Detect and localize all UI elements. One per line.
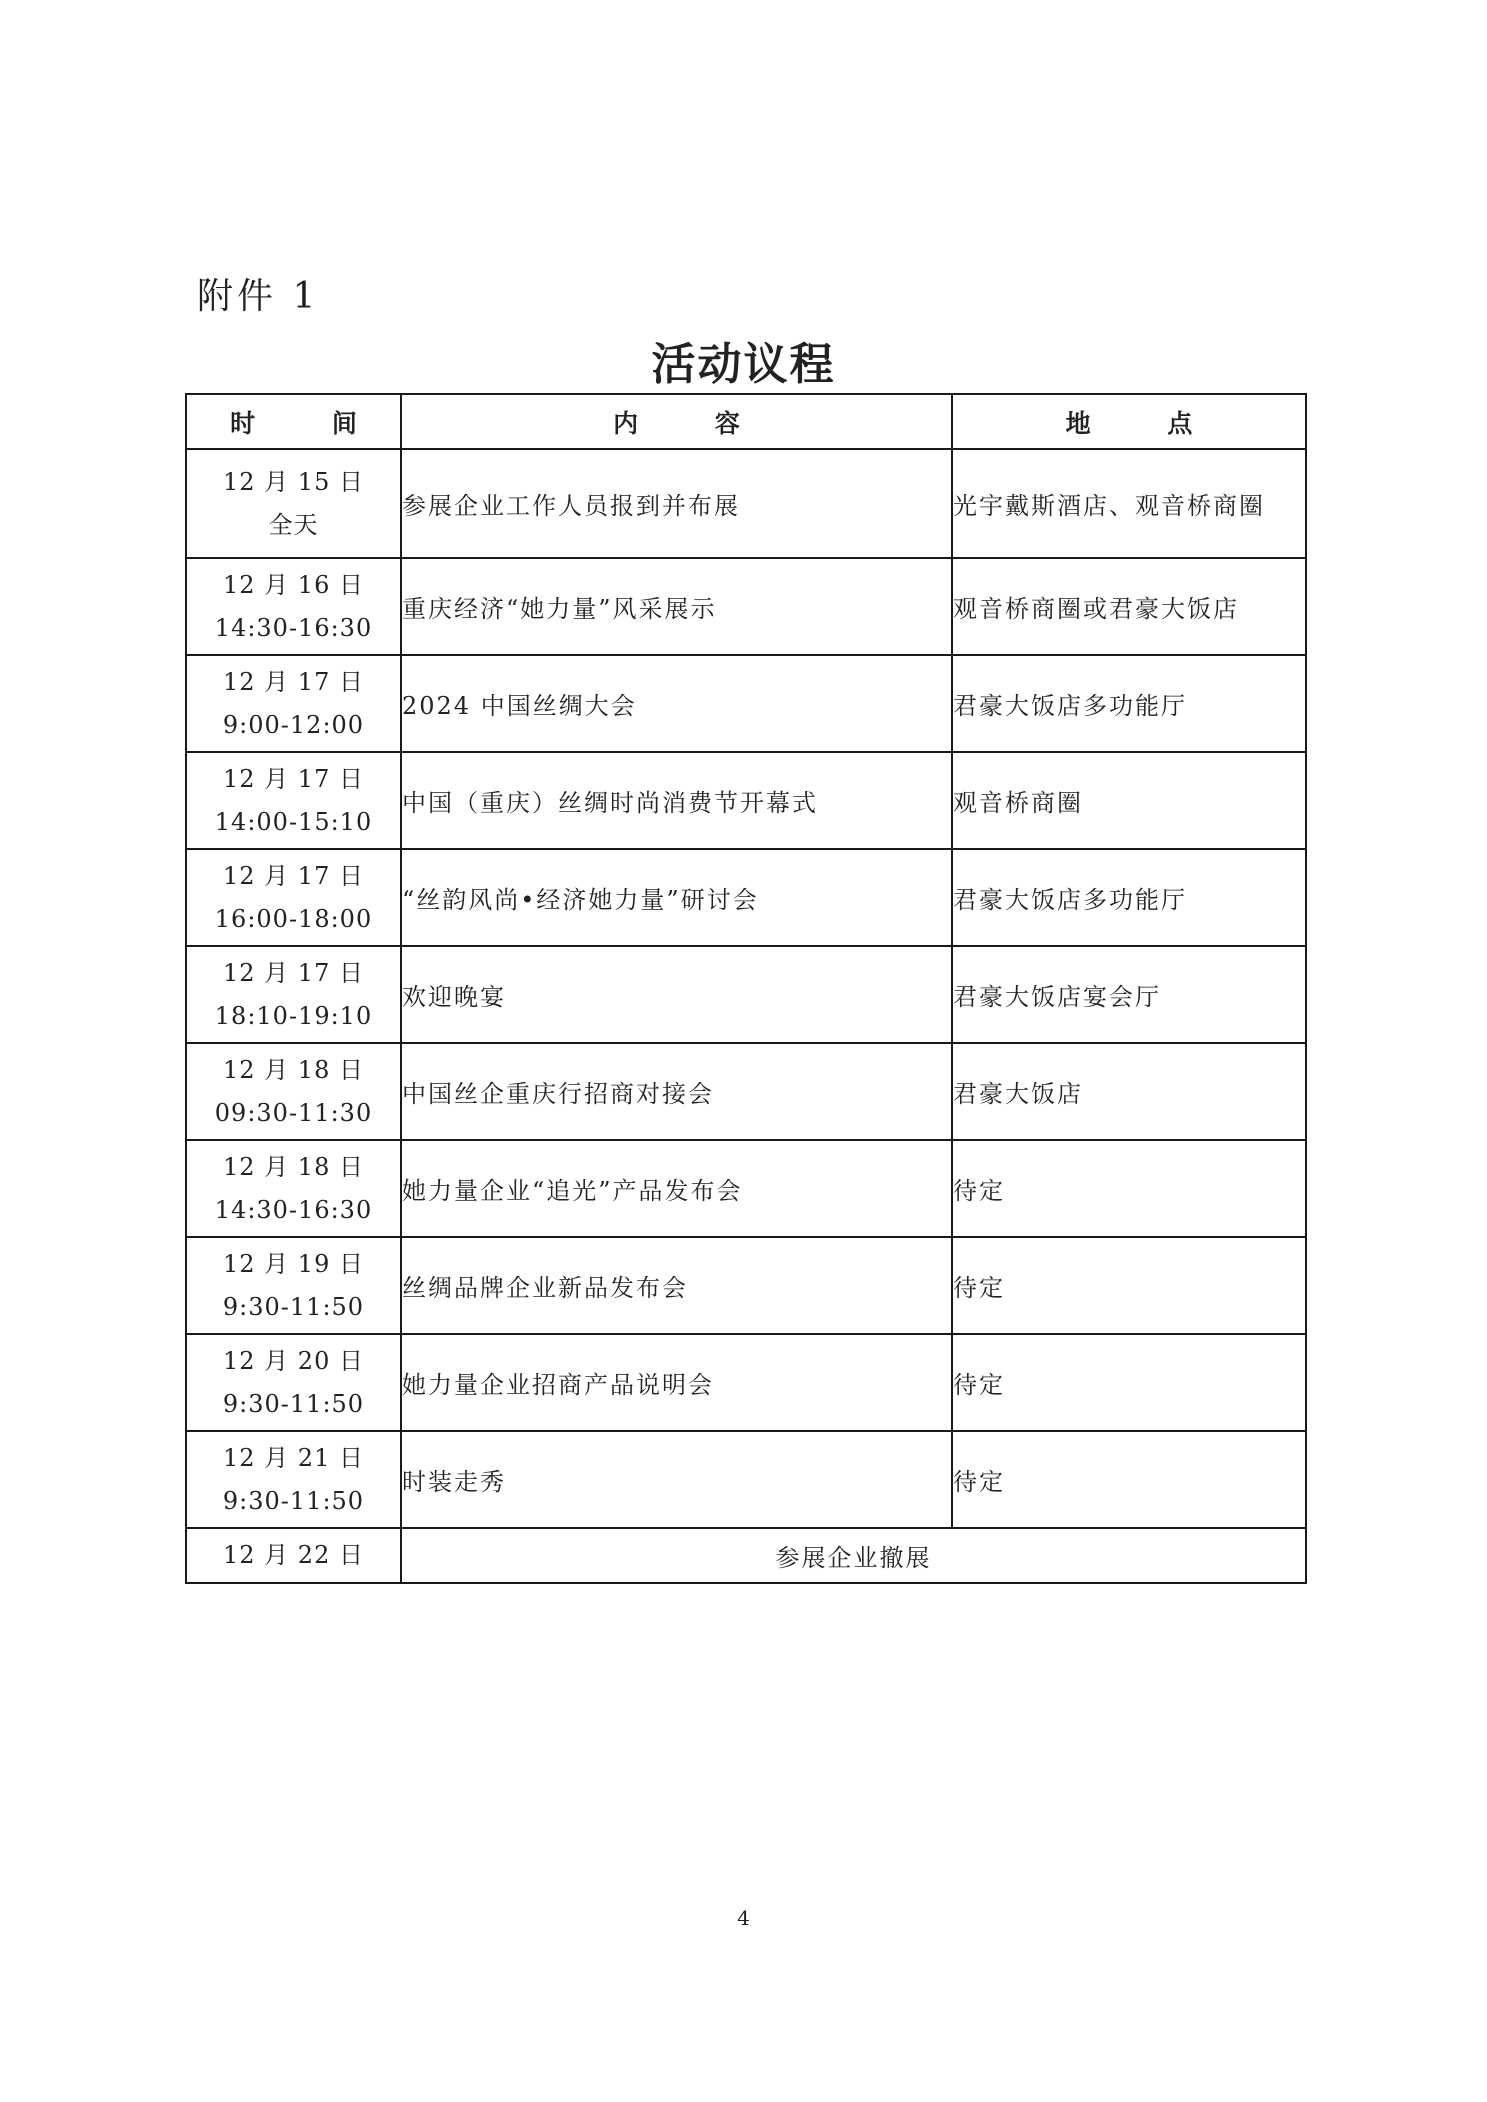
content-cell: 欢迎晚宴 — [401, 946, 952, 1043]
time-text: 9:30-11:50 — [222, 1292, 365, 1321]
date-text: 12 月 17 日 — [223, 667, 364, 696]
page-number: 4 — [737, 1906, 750, 1930]
table-row — [186, 1528, 1306, 1583]
table-row — [186, 449, 1306, 558]
table-row — [186, 946, 1306, 1043]
content-cell: 她力量企业招商产品说明会 — [401, 1334, 952, 1431]
table-row — [186, 1237, 1306, 1334]
content-cell: 重庆经济“她力量”风采展示 — [401, 558, 952, 655]
date-text: 12 月 16 日 — [223, 570, 364, 599]
content-cell: 时装走秀 — [401, 1431, 952, 1528]
time-cell — [186, 1431, 401, 1528]
place-cell: 待定 — [952, 1334, 1306, 1431]
place-cell: 待定 — [952, 1237, 1306, 1334]
table-row — [186, 752, 1306, 849]
attachment-label: 附件 1 — [197, 276, 320, 317]
date-text: 12 月 17 日 — [223, 764, 364, 793]
document-title: 活动议程 — [651, 339, 836, 390]
time-cell — [186, 655, 401, 752]
place-cell: 君豪大饭店 — [952, 1043, 1306, 1140]
date-text: 12 月 20 日 — [223, 1346, 364, 1375]
place-cell: 君豪大饭店多功能厅 — [952, 655, 1306, 752]
table-row — [186, 1431, 1306, 1528]
date-text: 12 月 17 日 — [223, 861, 364, 890]
time-cell: 12 月 22 日 — [186, 1528, 401, 1583]
date-text: 12 月 18 日 — [223, 1055, 364, 1084]
time-text: 18:10-19:10 — [214, 1001, 373, 1030]
table-row — [186, 1043, 1306, 1140]
header-place: 地 点 — [952, 394, 1306, 449]
place-cell: 待定 — [952, 1140, 1306, 1237]
agenda-table — [185, 393, 1307, 1584]
time-cell — [186, 752, 401, 849]
date-text: 12 月 15 日 — [223, 467, 364, 496]
content-cell: 丝绸品牌企业新品发布会 — [401, 1237, 952, 1334]
time-cell — [186, 849, 401, 946]
time-text: 9:30-11:50 — [222, 1389, 365, 1418]
table-row — [186, 849, 1306, 946]
time-cell — [186, 1334, 401, 1431]
table-row — [186, 1140, 1306, 1237]
table-row — [186, 655, 1306, 752]
time-text: 14:00-15:10 — [214, 807, 373, 836]
header-content: 内 容 — [401, 394, 952, 449]
content-cell: 2024 中国丝绸大会 — [401, 655, 952, 752]
content-cell: 参展企业工作人员报到并布展 — [401, 449, 952, 558]
time-text: 14:30-16:30 — [214, 613, 373, 642]
place-cell: 观音桥商圈或君豪大饭店 — [952, 558, 1306, 655]
table-header-row — [186, 394, 1306, 449]
time-text: 14:30-16:30 — [214, 1195, 373, 1224]
time-text: 9:00-12:00 — [222, 710, 365, 739]
date-text: 12 月 17 日 — [223, 958, 364, 987]
place-cell: 观音桥商圈 — [952, 752, 1306, 849]
time-cell — [186, 1237, 401, 1334]
content-cell: 她力量企业“追光”产品发布会 — [401, 1140, 952, 1237]
time-cell — [186, 946, 401, 1043]
place-cell: 君豪大饭店宴会厅 — [952, 946, 1306, 1043]
date-text: 12 月 18 日 — [223, 1152, 364, 1181]
table-row — [186, 1334, 1306, 1431]
time-text: 09:30-11:30 — [214, 1098, 373, 1127]
place-cell: 君豪大饭店多功能厅 — [952, 849, 1306, 946]
content-cell: 中国（重庆）丝绸时尚消费节开幕式 — [401, 752, 952, 849]
table-row — [186, 558, 1306, 655]
date-text: 12 月 19 日 — [223, 1249, 364, 1278]
time-text: 9:30-11:50 — [222, 1486, 365, 1515]
date-text: 12 月 21 日 — [223, 1443, 364, 1472]
time-cell — [186, 1043, 401, 1140]
time-cell — [186, 558, 401, 655]
time-cell — [186, 449, 401, 558]
content-cell: 中国丝企重庆行招商对接会 — [401, 1043, 952, 1140]
time-text: 16:00-18:00 — [214, 904, 373, 933]
header-time: 时 间 — [186, 394, 401, 449]
time-cell — [186, 1140, 401, 1237]
content-cell: “丝韵风尚•经济她力量”研讨会 — [401, 849, 952, 946]
time-text: 全天 — [268, 510, 319, 539]
content-cell: 参展企业撤展 — [401, 1528, 1306, 1583]
place-cell: 光宇戴斯酒店、观音桥商圈 — [952, 449, 1306, 558]
place-cell: 待定 — [952, 1431, 1306, 1528]
